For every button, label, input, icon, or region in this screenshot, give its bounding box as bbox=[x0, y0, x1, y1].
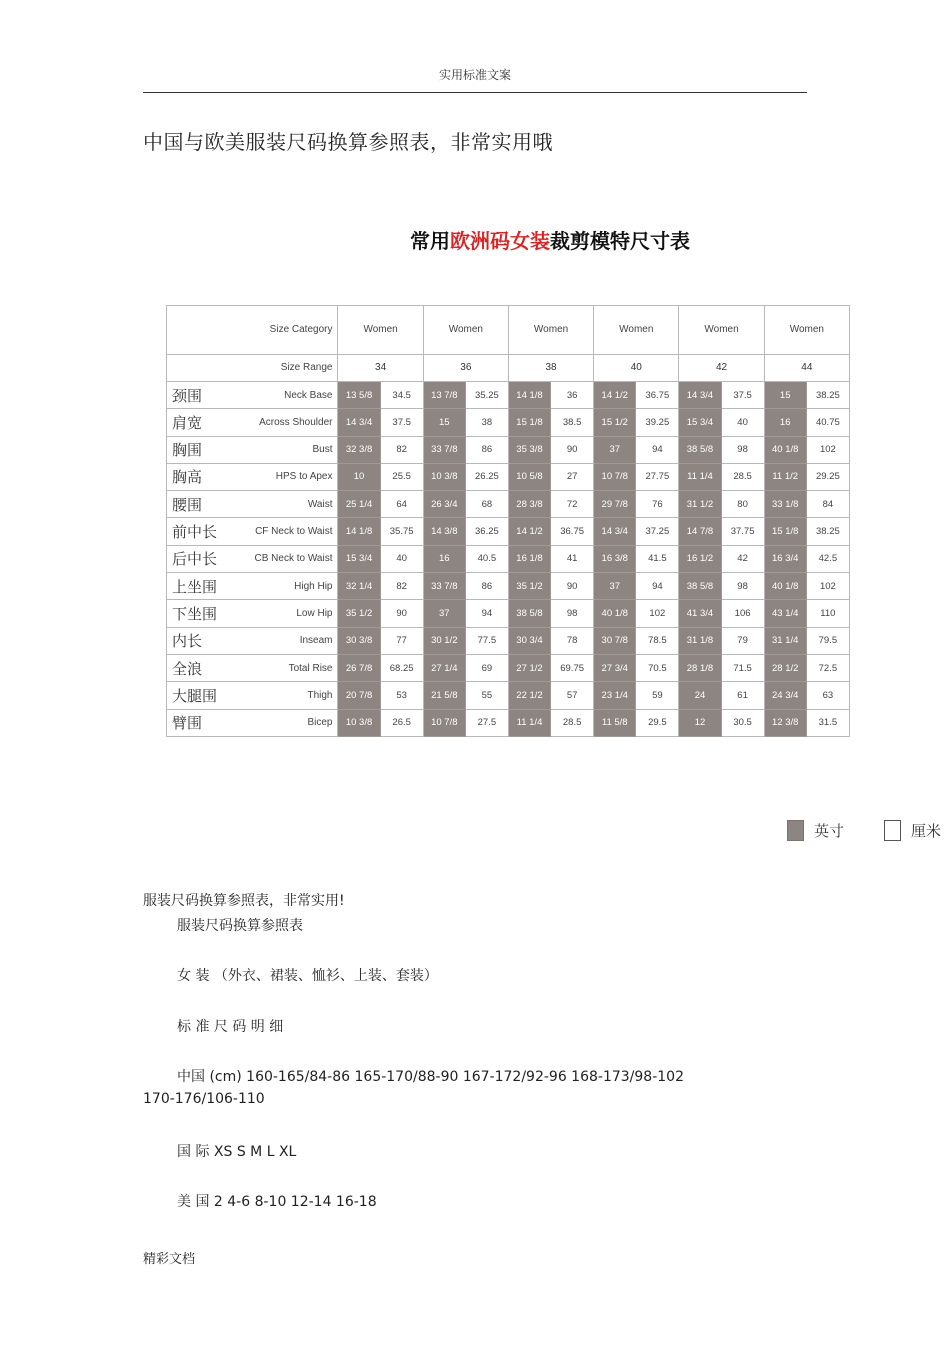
measure-label-cn: 大腿围 bbox=[167, 682, 235, 709]
table-row bbox=[167, 518, 850, 545]
legend-cm bbox=[884, 818, 941, 842]
cm-value-cell: 86 bbox=[465, 573, 508, 600]
inch-value-cell: 10 7/8 bbox=[423, 709, 465, 736]
category-cell: Women bbox=[679, 306, 764, 355]
inch-value-cell: 14 1/2 bbox=[594, 381, 636, 408]
category-cell: Women bbox=[508, 306, 593, 355]
inch-value-cell: 11 5/8 bbox=[594, 709, 636, 736]
cm-value-cell: 38.5 bbox=[551, 409, 594, 436]
inch-value-cell: 25 1/4 bbox=[338, 491, 380, 518]
measure-label-cn: 颈围 bbox=[167, 381, 235, 408]
page-header bbox=[143, 66, 807, 93]
cm-value-cell: 86 bbox=[465, 436, 508, 463]
cm-value-cell: 70.5 bbox=[636, 655, 679, 682]
inch-value-cell: 14 3/4 bbox=[594, 518, 636, 545]
cm-value-cell: 84 bbox=[806, 491, 849, 518]
cm-value-cell: 80 bbox=[721, 491, 764, 518]
cm-value-cell: 39.25 bbox=[636, 409, 679, 436]
cm-value-cell: 36.75 bbox=[551, 518, 594, 545]
inch-value-cell: 40 1/8 bbox=[764, 436, 806, 463]
inch-value-cell: 28 1/8 bbox=[679, 655, 721, 682]
cm-value-cell: 68.25 bbox=[380, 655, 423, 682]
cm-value-cell: 71.5 bbox=[721, 655, 764, 682]
measure-label-en: Waist bbox=[235, 491, 338, 518]
cm-value-cell: 79 bbox=[721, 627, 764, 654]
cm-value-cell: 28.5 bbox=[721, 463, 764, 490]
legend-inch bbox=[787, 818, 844, 842]
inch-value-cell: 15 bbox=[764, 381, 806, 408]
inch-value-cell: 27 1/2 bbox=[508, 655, 550, 682]
cm-value-cell: 102 bbox=[806, 573, 849, 600]
cm-value-cell: 63 bbox=[806, 682, 849, 709]
inch-value-cell: 16 bbox=[423, 545, 465, 572]
cm-value-cell: 102 bbox=[806, 436, 849, 463]
inch-value-cell: 40 1/8 bbox=[764, 573, 806, 600]
measure-label-en: CB Neck to Waist bbox=[235, 545, 338, 572]
inch-value-cell: 14 1/8 bbox=[338, 518, 380, 545]
cm-value-cell: 59 bbox=[636, 682, 679, 709]
table-row bbox=[167, 709, 850, 736]
table-title-prefix: 常用 bbox=[410, 229, 450, 253]
measure-label-en: Neck Base bbox=[235, 381, 338, 408]
inch-value-cell: 14 3/8 bbox=[423, 518, 465, 545]
size-cell: 36 bbox=[423, 354, 508, 381]
inch-value-cell: 10 3/8 bbox=[423, 463, 465, 490]
header-text: 实用标准文案 bbox=[438, 68, 511, 82]
cm-value-cell: 55 bbox=[465, 682, 508, 709]
inch-value-cell: 16 1/2 bbox=[679, 545, 721, 572]
size-chart-table bbox=[166, 305, 850, 737]
size-cell: 42 bbox=[679, 354, 764, 381]
body-line-5a: 中国 (cm) 160-165/84-86 165-170/88-90 167-172/92-96 168-173/98-102 bbox=[177, 1069, 684, 1085]
inch-value-cell: 30 3/8 bbox=[338, 627, 380, 654]
cm-value-cell: 31.5 bbox=[806, 709, 849, 736]
inch-value-cell: 37 bbox=[594, 573, 636, 600]
cm-value-cell: 82 bbox=[380, 436, 423, 463]
inch-value-cell: 28 3/8 bbox=[508, 491, 550, 518]
cm-value-cell: 82 bbox=[380, 573, 423, 600]
cm-value-cell: 25.5 bbox=[380, 463, 423, 490]
measure-label-cn: 胸高 bbox=[167, 463, 235, 490]
inch-value-cell: 10 bbox=[338, 463, 380, 490]
measure-label-cn: 全浪 bbox=[167, 655, 235, 682]
cm-value-cell: 94 bbox=[636, 573, 679, 600]
measure-label-en: Thigh bbox=[235, 682, 338, 709]
inch-value-cell: 10 5/8 bbox=[508, 463, 550, 490]
cm-value-cell: 41.5 bbox=[636, 545, 679, 572]
cm-value-cell: 77 bbox=[380, 627, 423, 654]
cm-value-cell: 30.5 bbox=[721, 709, 764, 736]
inch-value-cell: 15 1/8 bbox=[764, 518, 806, 545]
cm-value-cell: 37.5 bbox=[380, 409, 423, 436]
inch-value-cell: 13 7/8 bbox=[423, 381, 465, 408]
inch-value-cell: 30 1/2 bbox=[423, 627, 465, 654]
cm-value-cell: 90 bbox=[380, 600, 423, 627]
inch-value-cell: 14 1/2 bbox=[508, 518, 550, 545]
table-row bbox=[167, 409, 850, 436]
cm-value-cell: 38.25 bbox=[806, 518, 849, 545]
inch-value-cell: 12 bbox=[679, 709, 721, 736]
cm-value-cell: 36.75 bbox=[636, 381, 679, 408]
measure-label-en: Bicep bbox=[235, 709, 338, 736]
cm-value-cell: 38 bbox=[465, 409, 508, 436]
inch-value-cell: 10 7/8 bbox=[594, 463, 636, 490]
measure-label-en: Across Shoulder bbox=[235, 409, 338, 436]
table-row bbox=[167, 573, 850, 600]
document-title: 中国与欧美服装尺码换算参照表，非常实用哦 bbox=[143, 130, 553, 154]
inch-value-cell: 10 3/8 bbox=[338, 709, 380, 736]
body-line-7: 美 国 2 4-6 8-10 12-14 16-18 bbox=[177, 1194, 377, 1210]
cm-value-cell: 69.75 bbox=[551, 655, 594, 682]
measure-label-cn: 腰围 bbox=[167, 491, 235, 518]
inch-value-cell: 35 1/2 bbox=[338, 600, 380, 627]
inch-value-cell: 26 3/4 bbox=[423, 491, 465, 518]
cm-value-cell: 29.5 bbox=[636, 709, 679, 736]
header-row-category bbox=[167, 306, 850, 355]
cm-value-cell: 40.5 bbox=[465, 545, 508, 572]
inch-value-cell: 32 3/8 bbox=[338, 436, 380, 463]
cm-value-cell: 72.5 bbox=[806, 655, 849, 682]
measure-label-cn: 肩宽 bbox=[167, 409, 235, 436]
inch-value-cell: 15 1/8 bbox=[508, 409, 550, 436]
inch-value-cell: 14 7/8 bbox=[679, 518, 721, 545]
cm-value-cell: 35.25 bbox=[465, 381, 508, 408]
cm-value-cell: 42 bbox=[721, 545, 764, 572]
cm-value-cell: 26.25 bbox=[465, 463, 508, 490]
cm-value-cell: 61 bbox=[721, 682, 764, 709]
cm-value-cell: 77.5 bbox=[465, 627, 508, 654]
size-cell: 44 bbox=[764, 354, 849, 381]
inch-value-cell: 15 3/4 bbox=[338, 545, 380, 572]
inch-value-cell: 16 bbox=[764, 409, 806, 436]
inch-value-cell: 16 1/8 bbox=[508, 545, 550, 572]
page-footer: 精彩文档 bbox=[143, 1252, 196, 1267]
cm-value-cell: 36.25 bbox=[465, 518, 508, 545]
inch-value-cell: 31 1/4 bbox=[764, 627, 806, 654]
inch-value-cell: 27 1/4 bbox=[423, 655, 465, 682]
cm-value-cell: 29.25 bbox=[806, 463, 849, 490]
measure-label-en: Inseam bbox=[235, 627, 338, 654]
body-line-2: 服装尺码换算参照表 bbox=[177, 918, 303, 934]
inch-value-cell: 16 3/8 bbox=[594, 545, 636, 572]
inch-value-cell: 11 1/2 bbox=[764, 463, 806, 490]
size-range-label: Size Range bbox=[167, 354, 338, 381]
inch-swatch bbox=[787, 820, 804, 841]
body-line-6: 国 际 XS S M L XL bbox=[177, 1144, 297, 1160]
inch-value-cell: 31 1/8 bbox=[679, 627, 721, 654]
table-row bbox=[167, 436, 850, 463]
size-cell: 38 bbox=[508, 354, 593, 381]
inch-value-cell: 32 1/4 bbox=[338, 573, 380, 600]
cm-value-cell: 69 bbox=[465, 655, 508, 682]
measure-label-en: CF Neck to Waist bbox=[235, 518, 338, 545]
cm-value-cell: 28.5 bbox=[551, 709, 594, 736]
inch-value-cell: 37 bbox=[594, 436, 636, 463]
inch-value-cell: 30 7/8 bbox=[594, 627, 636, 654]
cm-value-cell: 38.25 bbox=[806, 381, 849, 408]
cm-value-cell: 37.25 bbox=[636, 518, 679, 545]
cm-value-cell: 72 bbox=[551, 491, 594, 518]
cm-value-cell: 68 bbox=[465, 491, 508, 518]
table-row bbox=[167, 381, 850, 408]
measure-label-en: HPS to Apex bbox=[235, 463, 338, 490]
inch-value-cell: 15 1/2 bbox=[594, 409, 636, 436]
inch-value-cell: 12 3/8 bbox=[764, 709, 806, 736]
measure-label-en: High Hip bbox=[235, 573, 338, 600]
measure-label-cn: 臂围 bbox=[167, 709, 235, 736]
inch-value-cell: 16 3/4 bbox=[764, 545, 806, 572]
table-row bbox=[167, 491, 850, 518]
measure-label-cn: 内长 bbox=[167, 627, 235, 654]
inch-value-cell: 33 7/8 bbox=[423, 436, 465, 463]
inch-value-cell: 33 7/8 bbox=[423, 573, 465, 600]
measure-label-cn: 胸围 bbox=[167, 436, 235, 463]
body-line-3: 女 装 （外衣、裙装、恤衫、上装、套装） bbox=[177, 968, 438, 984]
inch-value-cell: 37 bbox=[423, 600, 465, 627]
inch-value-cell: 14 3/4 bbox=[338, 409, 380, 436]
cm-value-cell: 90 bbox=[551, 436, 594, 463]
inch-value-cell: 24 3/4 bbox=[764, 682, 806, 709]
cm-value-cell: 94 bbox=[636, 436, 679, 463]
inch-value-cell: 38 5/8 bbox=[679, 436, 721, 463]
inch-value-cell: 29 7/8 bbox=[594, 491, 636, 518]
inch-value-cell: 38 5/8 bbox=[679, 573, 721, 600]
body-line-1: 服装尺码换算参照表，非常实用! bbox=[143, 893, 345, 909]
size-cell: 34 bbox=[338, 354, 423, 381]
table-title bbox=[410, 225, 690, 254]
measure-label-cn: 下坐围 bbox=[167, 600, 235, 627]
cm-value-cell: 79.5 bbox=[806, 627, 849, 654]
table-row bbox=[167, 682, 850, 709]
table-row bbox=[167, 655, 850, 682]
cm-value-cell: 35.75 bbox=[380, 518, 423, 545]
inch-value-cell: 20 7/8 bbox=[338, 682, 380, 709]
measure-label-cn: 后中长 bbox=[167, 545, 235, 572]
cm-value-cell: 64 bbox=[380, 491, 423, 518]
inch-value-cell: 14 1/8 bbox=[508, 381, 550, 408]
inch-value-cell: 22 1/2 bbox=[508, 682, 550, 709]
inch-value-cell: 26 7/8 bbox=[338, 655, 380, 682]
body-line-5b: 170-176/106-110 bbox=[143, 1091, 265, 1107]
inch-value-cell: 41 3/4 bbox=[679, 600, 721, 627]
header-row-size-range bbox=[167, 354, 850, 381]
measure-label-en: Total Rise bbox=[235, 655, 338, 682]
category-cell: Women bbox=[423, 306, 508, 355]
cm-value-cell: 37.5 bbox=[721, 381, 764, 408]
cm-value-cell: 102 bbox=[636, 600, 679, 627]
table-row bbox=[167, 600, 850, 627]
inch-value-cell: 30 3/4 bbox=[508, 627, 550, 654]
cm-value-cell: 37.75 bbox=[721, 518, 764, 545]
measure-label-cn: 上坐围 bbox=[167, 573, 235, 600]
cm-value-cell: 42.5 bbox=[806, 545, 849, 572]
size-cell: 40 bbox=[594, 354, 679, 381]
inch-value-cell: 38 5/8 bbox=[508, 600, 550, 627]
inch-value-cell: 27 3/4 bbox=[594, 655, 636, 682]
inch-value-cell: 15 bbox=[423, 409, 465, 436]
cm-value-cell: 76 bbox=[636, 491, 679, 518]
inch-value-cell: 43 1/4 bbox=[764, 600, 806, 627]
cm-value-cell: 94 bbox=[465, 600, 508, 627]
inch-value-cell: 21 5/8 bbox=[423, 682, 465, 709]
inch-value-cell: 15 3/4 bbox=[679, 409, 721, 436]
cm-value-cell: 27 bbox=[551, 463, 594, 490]
size-category-label: Size Category bbox=[167, 306, 338, 355]
inch-value-cell: 23 1/4 bbox=[594, 682, 636, 709]
inch-value-cell: 13 5/8 bbox=[338, 381, 380, 408]
inch-value-cell: 31 1/2 bbox=[679, 491, 721, 518]
category-cell: Women bbox=[594, 306, 679, 355]
cm-value-cell: 98 bbox=[551, 600, 594, 627]
cm-value-cell: 40.75 bbox=[806, 409, 849, 436]
inch-value-cell: 35 3/8 bbox=[508, 436, 550, 463]
category-cell: Women bbox=[338, 306, 423, 355]
table-row bbox=[167, 463, 850, 490]
cm-value-cell: 98 bbox=[721, 573, 764, 600]
cm-swatch bbox=[884, 820, 901, 841]
cm-value-cell: 90 bbox=[551, 573, 594, 600]
cm-value-cell: 34.5 bbox=[380, 381, 423, 408]
inch-value-cell: 11 1/4 bbox=[679, 463, 721, 490]
cm-value-cell: 57 bbox=[551, 682, 594, 709]
cm-value-cell: 27.5 bbox=[465, 709, 508, 736]
cm-value-cell: 53 bbox=[380, 682, 423, 709]
category-cell: Women bbox=[764, 306, 849, 355]
inch-value-cell: 11 1/4 bbox=[508, 709, 550, 736]
cm-value-cell: 78 bbox=[551, 627, 594, 654]
measure-label-en: Low Hip bbox=[235, 600, 338, 627]
cm-value-cell: 41 bbox=[551, 545, 594, 572]
inch-value-cell: 40 1/8 bbox=[594, 600, 636, 627]
measure-label-cn: 前中长 bbox=[167, 518, 235, 545]
cm-value-cell: 36 bbox=[551, 381, 594, 408]
cm-value-cell: 98 bbox=[721, 436, 764, 463]
legend-cm-label: 厘米 bbox=[911, 821, 942, 840]
table-title-highlight: 欧洲码女装 bbox=[450, 229, 550, 253]
cm-value-cell: 106 bbox=[721, 600, 764, 627]
inch-value-cell: 33 1/8 bbox=[764, 491, 806, 518]
legend-inch-label: 英寸 bbox=[814, 821, 845, 840]
cm-value-cell: 40 bbox=[380, 545, 423, 572]
cm-value-cell: 26.5 bbox=[380, 709, 423, 736]
cm-value-cell: 40 bbox=[721, 409, 764, 436]
table-title-suffix: 裁剪模特尺寸表 bbox=[550, 229, 690, 253]
inch-value-cell: 28 1/2 bbox=[764, 655, 806, 682]
measure-label-en: Bust bbox=[235, 436, 338, 463]
cm-value-cell: 110 bbox=[806, 600, 849, 627]
table-row bbox=[167, 545, 850, 572]
inch-value-cell: 14 3/4 bbox=[679, 381, 721, 408]
cm-value-cell: 27.75 bbox=[636, 463, 679, 490]
table-row bbox=[167, 627, 850, 654]
body-line-4: 标 准 尺 码 明 细 bbox=[177, 1019, 284, 1035]
inch-value-cell: 35 1/2 bbox=[508, 573, 550, 600]
inch-value-cell: 24 bbox=[679, 682, 721, 709]
cm-value-cell: 78.5 bbox=[636, 627, 679, 654]
